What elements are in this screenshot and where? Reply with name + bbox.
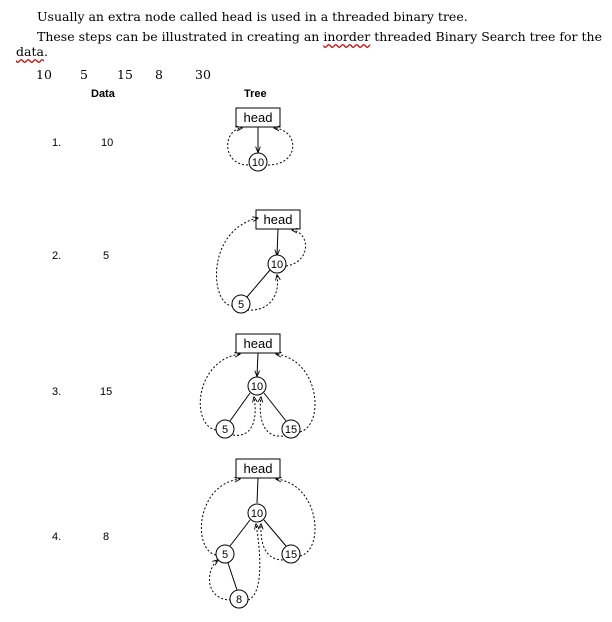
right-thread [276,479,315,556]
step-value: 8 [103,531,110,543]
intro-line-2-end: threaded Binary Search tree for the [370,29,602,44]
intro-line-2-start: These steps can be illustrated in creating an [37,29,324,44]
inorder-successor-thread [247,275,278,310]
node-label: 5 [237,299,245,311]
step-number: 3. [52,386,62,398]
intro-line-1: Usually an extra node called head is used in a threaded binary tree. [37,9,468,24]
node-label: 15 [284,424,298,436]
step-2-tree [216,210,305,313]
step-number: 2. [52,250,62,262]
step-number: 4. [52,531,62,543]
head-label: head [243,461,273,476]
left-thread [216,218,258,306]
head-label: head [243,110,273,125]
intro-period: . [43,44,48,59]
left-thread [200,354,240,430]
node-label: 10 [250,508,264,520]
right-thread [276,354,315,432]
sequence-item: 15 [117,67,133,82]
successor-thread-5 [233,397,255,435]
step-1-tree [228,108,293,171]
predecessor-thread-8 [209,560,231,600]
left-child-link [230,520,250,546]
inorder-word: inorder [323,29,371,44]
step-value: 5 [103,250,110,262]
head-link [257,478,258,503]
node-label: 10 [270,259,284,271]
right-child-link [264,393,286,421]
left-thread [228,128,248,165]
step-3-tree [200,334,315,438]
right-thread [268,128,293,165]
data-word: data [16,44,44,59]
sequence-item: 30 [195,67,211,82]
left-child-link [230,393,250,421]
head-label: head [263,212,293,227]
node-label: 5 [221,549,229,561]
node-label: 10 [251,157,265,169]
sequence-item: 10 [36,67,52,82]
step-value: 15 [100,386,113,398]
step-4-tree [201,459,315,608]
head-link [277,229,278,255]
step-number: 1. [52,137,62,149]
head-label: head [243,336,273,351]
left-child-link [247,270,270,297]
tree-column-header: Tree [244,88,267,100]
right-thread [286,230,306,266]
node-label: 8 [235,594,243,606]
node-label: 5 [221,424,229,436]
sequence-item: 8 [155,67,163,82]
node-label: 15 [284,549,298,561]
left-thread [201,479,240,555]
step-value: 10 [101,137,114,149]
sequence-item: 5 [80,67,88,82]
node-label: 10 [250,381,264,393]
successor-thread-8 [248,524,260,600]
data-column-header: Data [91,88,115,100]
right-child-link-8 [228,563,237,590]
head-link [257,353,258,376]
right-child-link [264,520,286,546]
